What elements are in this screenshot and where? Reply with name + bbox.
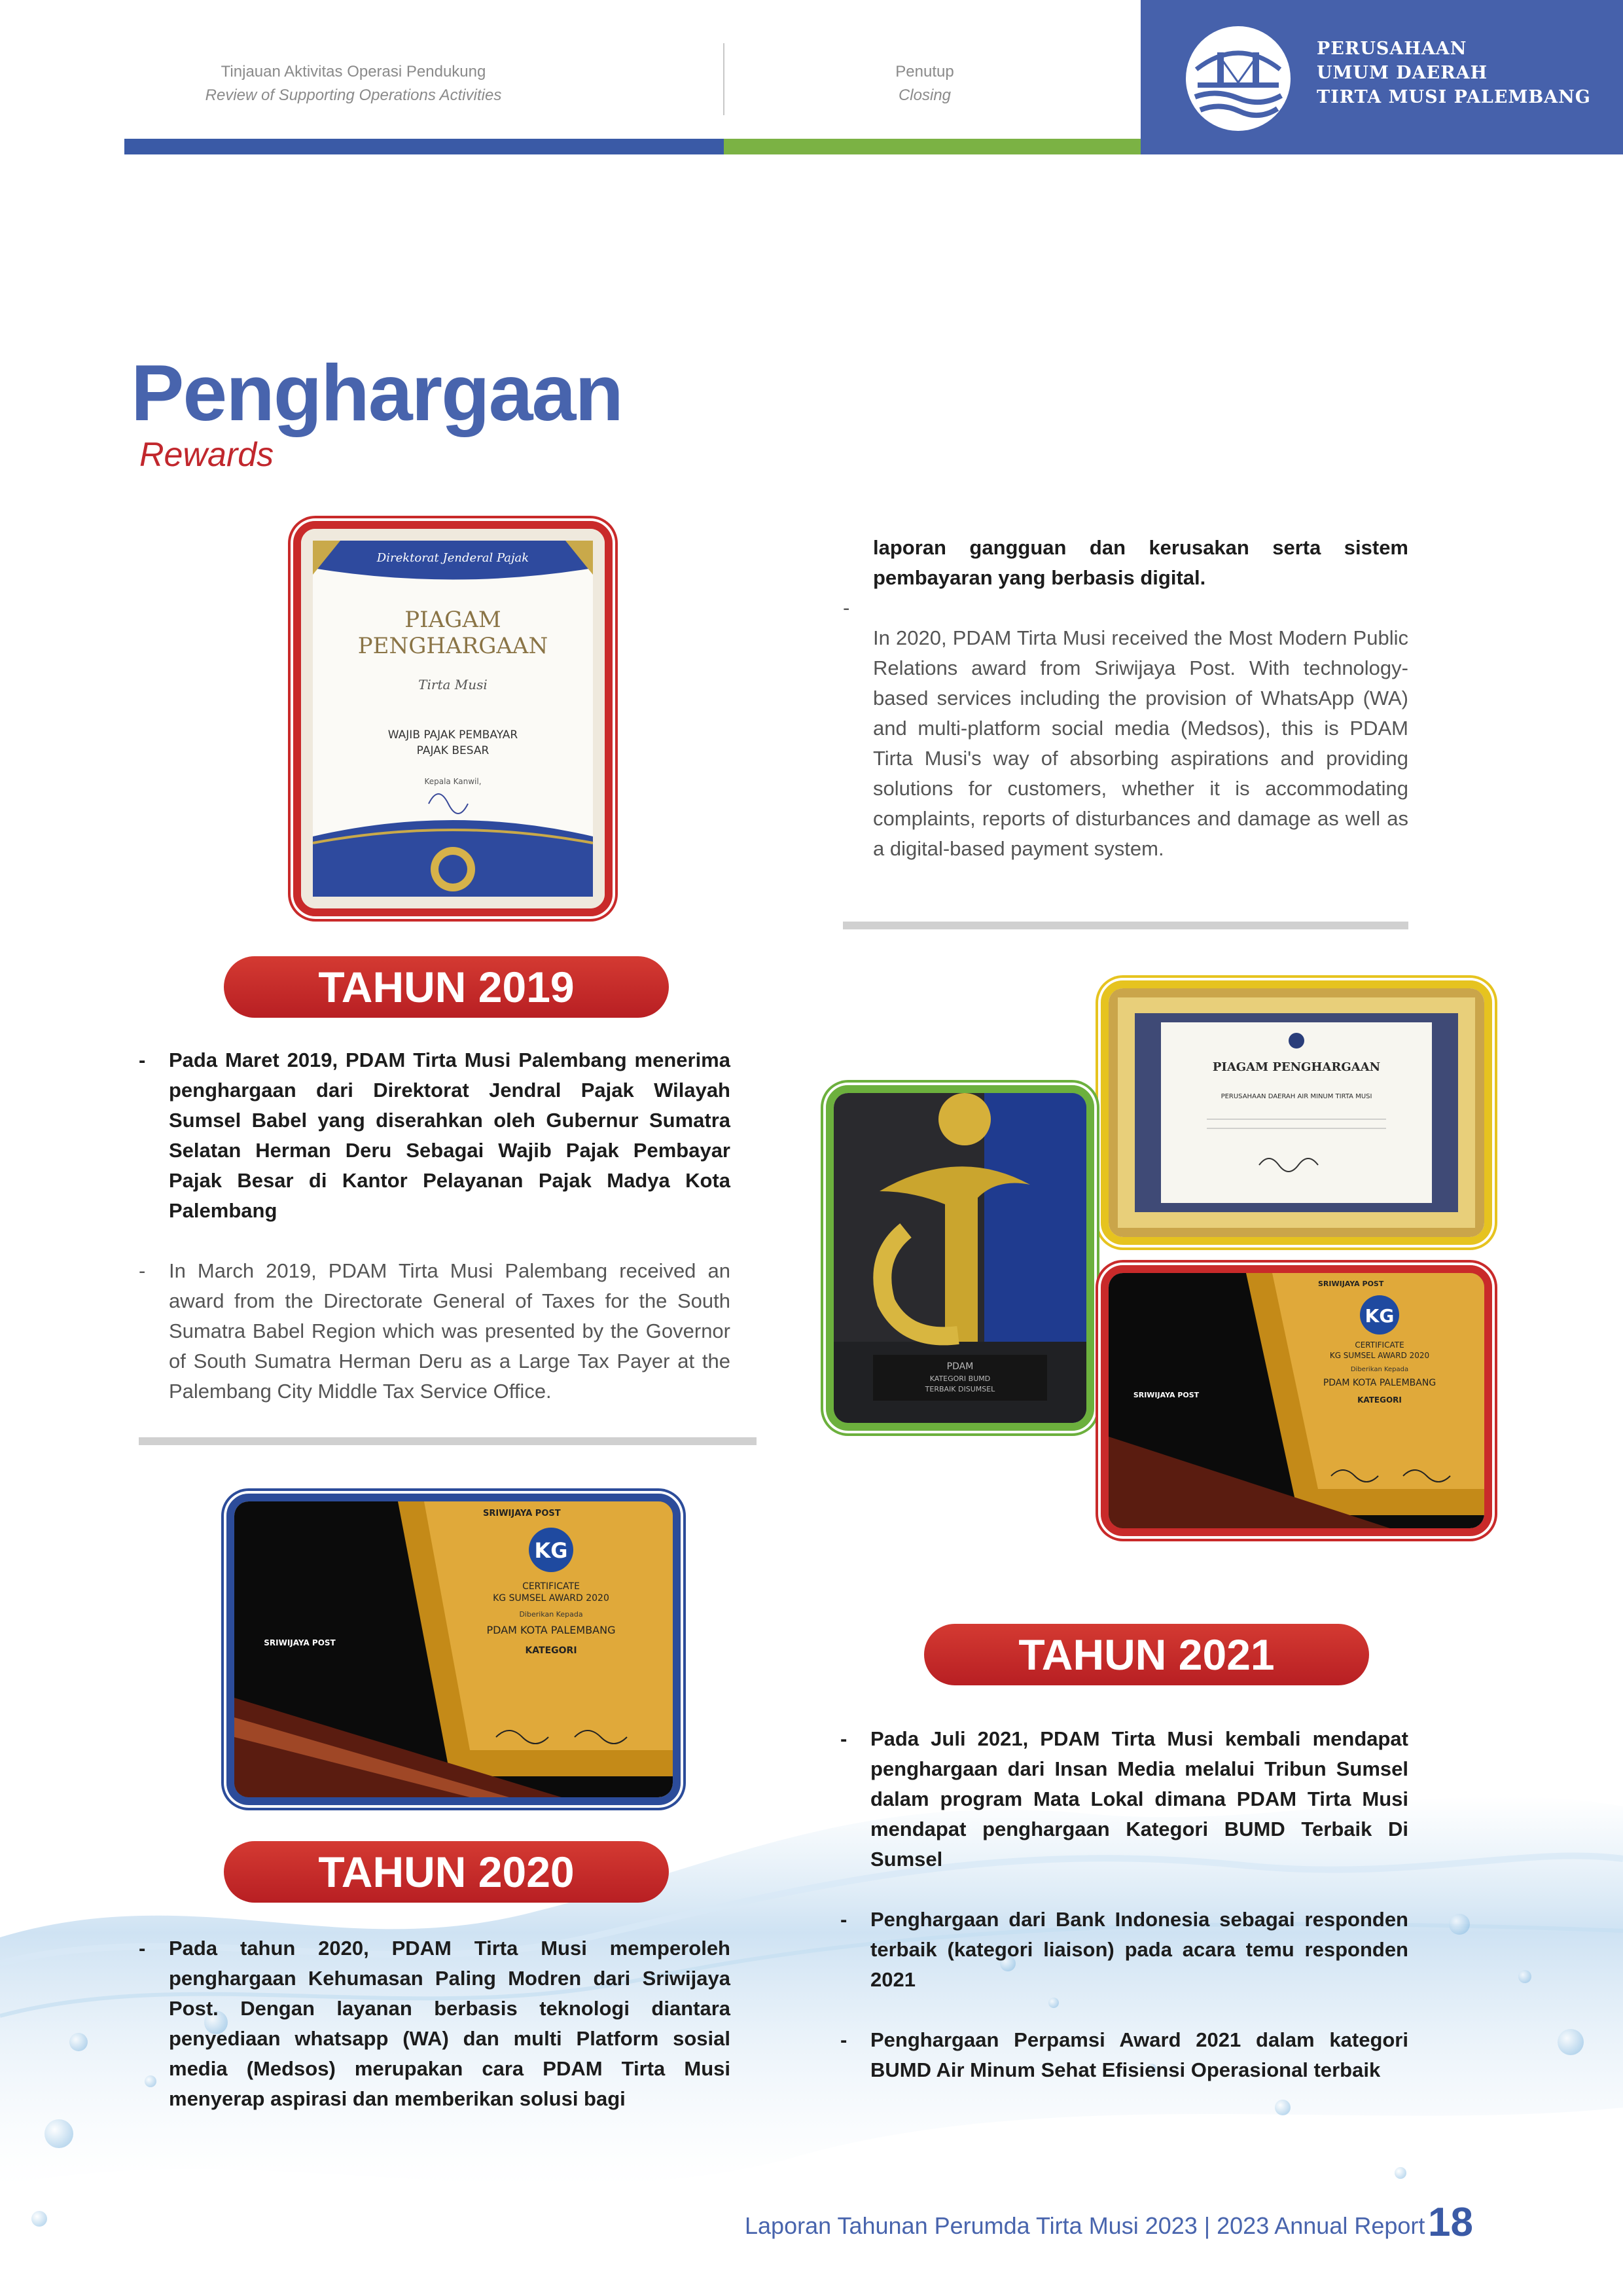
- kg-right-category: KATEGORI: [1357, 1395, 1402, 1405]
- company-logo-icon: [1183, 24, 1293, 134]
- bi-certificate-recipient: PERUSAHAAN DAERAH AIR MINUM TIRTA MUSI: [1221, 1093, 1372, 1100]
- certificate-category-line-1: WAJIB PAJAK PEMBAYAR: [387, 728, 518, 742]
- kg-cert-line-2: KG SUMSEL AWARD 2020: [493, 1593, 609, 1604]
- kg-right-left-logo: SRIWIJAYA POST: [1133, 1391, 1200, 1399]
- bullet: -: [840, 1727, 847, 1750]
- photo-2020-kg-certificate: [226, 1494, 681, 1805]
- year-badge-2019: TAHUN 2019: [224, 956, 669, 1018]
- list-item-2019-id: [139, 1045, 730, 1226]
- year-badge-2021: TAHUN 2021: [924, 1624, 1369, 1685]
- paragraph-2019-en: In March 2019, PDAM Tirta Musi Palembang received an award from the Directorate General of Taxes for the South Sumatra Babel Region which was presented by the Governor of South Sumatra Herman Deru as a Large Tax Payer at the Palembang City Middle Tax Service Office.: [169, 1259, 730, 1403]
- brand-line-2: UMUM DAERAH: [1317, 63, 1488, 83]
- page-number: 18: [1428, 2200, 1473, 2245]
- kg-left-logo: SRIWIJAYA POST: [264, 1638, 336, 1647]
- kg-right-logo-text: KG: [1364, 1305, 1395, 1327]
- paragraph-2021-2: Penghargaan dari Bank Indonesia sebagai responden terbaik (kategori liaison) pada acara temu responden 2021: [870, 1908, 1408, 1991]
- header-bar-blue: [124, 139, 724, 154]
- kg-right-recipient: PDAM KOTA PALEMBANG: [1323, 1378, 1436, 1388]
- kg-recipient: PDAM KOTA PALEMBANG: [486, 1624, 616, 1636]
- certificate-image: [301, 529, 605, 908]
- section-rule-right: [843, 922, 1408, 929]
- paragraph-2020-id-start: Pada tahun 2020, PDAM Tirta Musi memperoleh penghargaan Kehumasan Paling Modren dari Sriwijaya Post. Dengan layanan berbasis teknologi diantara penyediaan whatsapp (WA) dan multi Platform sosial media (Medsos) merupakan cara PDAM Tirta Musi menyerap aspirasi dan memberikan solusi bagi: [169, 1937, 730, 2110]
- header-bar-green: [724, 139, 1141, 154]
- kg-given-to: Diberikan Kepada: [519, 1610, 583, 1619]
- kg-right-cert-line-2: KG SUMSEL AWARD 2020: [1329, 1351, 1430, 1360]
- photo-2021-kg-certificate: [1101, 1265, 1492, 1536]
- certificate-banner-text: Direktorat Jenderal Pajak: [376, 551, 529, 565]
- bullet-2020-en: -: [843, 596, 850, 619]
- kg-logo-text: KG: [534, 1538, 568, 1563]
- paragraph-2021-3: Penghargaan Perpamsi Award 2021 dalam kategori BUMD Air Minum Sehat Efisiensi Operasional terbaik: [870, 2028, 1408, 2081]
- bi-certificate-image: [1109, 988, 1484, 1237]
- list-item-2021-2: [840, 1905, 1408, 1995]
- trophy-plate-line-2: KATEGORI BUMD: [929, 1374, 991, 1383]
- header-section-left[interactable]: [157, 60, 550, 107]
- bi-certificate-title: PIAGAM PENGHARGAAN: [1212, 1060, 1381, 1074]
- certificate-signer-label: Kepala Kanwil,: [424, 777, 482, 786]
- kg-cert-line-1: CERTIFICATE: [522, 1581, 580, 1592]
- footer-text: Laporan Tahunan Perumda Tirta Musi 2023 | 2023 Annual Report: [745, 2212, 1425, 2239]
- certificate-title-line-1: PIAGAM: [404, 607, 501, 633]
- kg-right-publisher: SRIWIJAYA POST: [1318, 1280, 1384, 1288]
- header-section-left-id: Tinjauan Aktivitas Operasi Pendukung: [221, 63, 486, 81]
- list-item-2020-id: [139, 1933, 730, 2114]
- year-badge-2020: TAHUN 2020: [224, 1841, 669, 1903]
- paragraph-2020-id-continued: laporan gangguan dan kerusakan serta sistem pembayaran yang berbasis digital.: [873, 536, 1408, 589]
- kg-right-given-to: Diberikan Kepada: [1350, 1366, 1409, 1373]
- brand-line-1: PERUSAHAAN: [1317, 39, 1467, 59]
- header-section-right[interactable]: [827, 60, 1023, 107]
- text-2020-start: [139, 1933, 730, 2114]
- bullet: -: [840, 1908, 847, 1931]
- brand-name: [1317, 37, 1591, 109]
- header-section-right-id: Penutup: [895, 63, 954, 81]
- paragraph-2019-id: Pada Maret 2019, PDAM Tirta Musi Palembang menerima penghargaan dari Direktorat Jendral Pajak Wilayah Sumsel Babel yang diserahkan oleh Gubernur Sumatra Selatan Herman Deru Sebagai Wajib Pajak Pembayar Pajak Besar di Kantor Pelayanan Pajak Madya Kota Palembang: [169, 1049, 730, 1222]
- page-title: Penghargaan: [131, 348, 622, 437]
- certificate-title-line-2: PENGHARGAAN: [357, 633, 548, 659]
- header-section-right-en: Closing: [898, 86, 952, 104]
- kg-category: KATEGORI: [525, 1645, 577, 1656]
- kg-certificate-right-image: [1109, 1273, 1484, 1528]
- trophy-plate-line-1: PDAM: [946, 1361, 974, 1372]
- text-2020-continued: [843, 533, 1408, 864]
- certificate-category-line-2: PAJAK BESAR: [416, 744, 490, 757]
- paragraph-2021-1: Pada Juli 2021, PDAM Tirta Musi kembali mendapat penghargaan dari Insan Media melalui Tribun Sumsel dalam program Mata Lokal dimana PDAM Tirta Musi mendapat penghargaan Kategori BUMD Terbaik Di Sumsel: [870, 1727, 1408, 1871]
- brand-line-3: TIRTA MUSI PALEMBANG: [1317, 87, 1591, 107]
- list-item-2021-3: [840, 2025, 1408, 2085]
- kg-publisher: SRIWIJAYA POST: [483, 1509, 561, 1518]
- bullet: -: [139, 1049, 146, 1071]
- photo-2019-tax-certificate: [293, 521, 613, 916]
- header-divider: [723, 43, 724, 115]
- trophy-plate-line-3: TERBAIK DISUMSEL: [925, 1385, 995, 1393]
- page-subtitle: Rewards: [139, 436, 274, 474]
- photo-trophy: [826, 1085, 1094, 1431]
- trophy-image: [834, 1093, 1086, 1423]
- header-section-left-en: Review of Supporting Operations Activities: [205, 86, 502, 104]
- text-2021: [840, 1724, 1408, 2085]
- list-item-2019-en: [139, 1256, 730, 1407]
- list-item-2021-1: [840, 1724, 1408, 1874]
- kg-right-cert-line-1: CERTIFICATE: [1355, 1340, 1404, 1350]
- bullet: -: [139, 1937, 146, 1960]
- paragraph-2020-en: In 2020, PDAM Tirta Musi received the Most Modern Public Relations award from Sriwijaya Post. With technology-based services including the provision of WhatsApp (WA) and multi-platform social media (Medsos), this is PDAM Tirta Musi's way of absorbing aspirations and providing solutions for customers, whether it is accommodating complaints, reports of disturbances and damage as well as a digital-based payment system.: [873, 626, 1408, 860]
- section-rule-left: [139, 1437, 757, 1445]
- kg-certificate-image: [234, 1501, 673, 1797]
- bullet: -: [139, 1259, 146, 1282]
- photo-bi-certificate: [1101, 980, 1492, 1245]
- text-2019: [139, 1045, 730, 1407]
- bullet: -: [840, 2028, 847, 2051]
- certificate-recipient: Tirta Musi: [418, 677, 488, 692]
